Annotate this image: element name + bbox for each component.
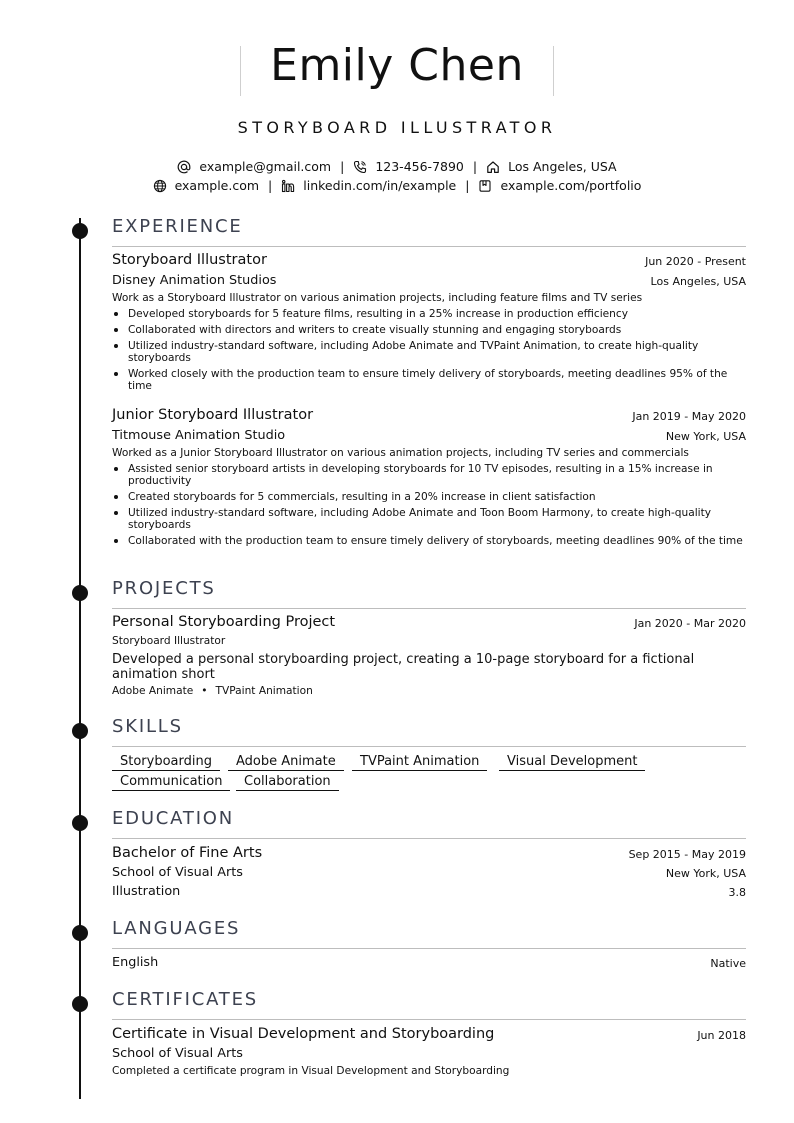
skill-tag: Collaboration: [236, 773, 339, 791]
timeline-dot-skills: [72, 723, 88, 739]
contact-row-primary: example@gmail.com | 123-456-7890 | Los Angeles, USA: [0, 159, 794, 174]
section-divider: [112, 246, 746, 247]
bullet-dot: [114, 344, 118, 348]
education-field: Illustration: [112, 884, 181, 899]
education-date: Sep 2015 - May 2019: [628, 848, 746, 861]
project-role: Storyboard Illustrator: [112, 635, 226, 647]
section-divider: [112, 1019, 746, 1020]
job-2-location: New York, USA: [665, 430, 746, 443]
timeline-line: [79, 218, 81, 1099]
timeline-dot-languages: [72, 925, 88, 941]
skill-tag: Storyboarding: [112, 753, 220, 771]
education-degree: Bachelor of Fine Arts: [112, 845, 263, 861]
job-1-bullet: Worked closely with the production team to ensure timely delivery of storyboards, meeting deadlines 95% of the time: [112, 368, 746, 392]
section-title-projects: PROJECTS: [112, 578, 216, 599]
section-divider: [112, 746, 746, 747]
contact-portfolio[interactable]: example.com/portfolio: [478, 178, 641, 193]
globe-icon: [153, 179, 167, 193]
home-icon: [486, 160, 500, 174]
language-name: English: [112, 955, 159, 970]
skills-section: [112, 716, 746, 789]
section-divider: [112, 948, 746, 949]
portfolio-icon: [478, 179, 492, 193]
section-divider: [112, 608, 746, 609]
education-gpa: 3.8: [728, 886, 746, 899]
job-2-bullet: Collaborated with the production team to ensure timely delivery of storyboards, meeting deadlines 90% of the time: [112, 535, 746, 547]
job-2-company: Titmouse Animation Studio: [112, 428, 286, 443]
languages-section: [112, 918, 746, 970]
skill-tag: Communication: [112, 773, 230, 791]
timeline-dot-certificates: [72, 996, 88, 1012]
contact-row-secondary: example.com | linkedin.com/in/example | example.com/portfolio: [0, 178, 794, 193]
section-divider: [112, 838, 746, 839]
linkedin-icon: [281, 179, 295, 193]
candidate-name: Emily Chen: [270, 40, 524, 91]
certificates-section: [112, 989, 746, 1077]
bullet-dot: [114, 372, 118, 376]
job-1-company: Disney Animation Studios: [112, 273, 277, 288]
candidate-role: STORYBOARD ILLUSTRATOR: [237, 118, 557, 137]
education-section: [112, 808, 746, 899]
certificate-issuer: School of Visual Arts: [112, 1046, 243, 1061]
bullet-dot: [114, 539, 118, 543]
project-date: Jan 2020 - Mar 2020: [634, 617, 746, 630]
job-2-date: Jan 2019 - May 2020: [632, 410, 746, 423]
job-1-bullet: Utilized industry-standard software, including Adobe Animate and TVPaint Animation, to create high-quality storyboards: [112, 340, 746, 364]
contact-location: Los Angeles, USA: [486, 159, 616, 174]
job-2-summary: Worked as a Junior Storyboard Illustrator on various animation projects, including TV series and commercials: [112, 447, 689, 459]
project-tool: Adobe Animate: [112, 685, 194, 697]
project-name: Personal Storyboarding Project: [112, 614, 336, 630]
contact-linkedin[interactable]: linkedin.com/in/example: [281, 178, 456, 193]
skill-tag: Adobe Animate: [228, 753, 344, 771]
education-location: New York, USA: [665, 867, 746, 880]
phone-icon: [353, 160, 367, 174]
job-1-position: Storyboard Illustrator: [112, 252, 267, 268]
section-title-skills: SKILLS: [112, 716, 183, 737]
skill-tag: TVPaint Animation: [352, 753, 487, 771]
bullet-dot: [114, 312, 118, 316]
project-tools: [112, 685, 746, 697]
language-level: Native: [710, 957, 746, 970]
experience-section: [112, 216, 746, 547]
section-title-education: EDUCATION: [112, 808, 235, 829]
section-title-certificates: CERTIFICATES: [112, 989, 258, 1010]
timeline-dot-education: [72, 815, 88, 831]
project-tool: TVPaint Animation: [215, 685, 313, 697]
contact-phone[interactable]: 123-456-7890: [353, 159, 464, 174]
project-description: Developed a personal storyboarding project, creating a 10-page storyboard for a fictional animation short: [112, 652, 695, 682]
timeline-dot-experience: [72, 223, 88, 239]
bullet-dot: [114, 467, 118, 471]
bullet-dot: [114, 511, 118, 515]
job-1-bullet: Developed storyboards for 5 feature films, resulting in a 25% increase in production efficiency: [112, 308, 746, 320]
job-1-date: Jun 2020 - Present: [645, 255, 746, 268]
projects-section: [112, 578, 746, 697]
job-1-bullet: Collaborated with directors and writers to create visually stunning and engaging storyboards: [112, 324, 746, 336]
section-title-languages: LANGUAGES: [112, 918, 241, 939]
job-1-location: Los Angeles, USA: [650, 275, 746, 288]
job-2-bullet: Utilized industry-standard software, including Adobe Animate and Toon Boom Harmony, to create high-quality storyboards: [112, 507, 746, 531]
job-2-bullet: Created storyboards for 5 commercials, resulting in a 20% increase in client satisfaction: [112, 491, 746, 503]
job-1-summary: Work as a Storyboard Illustrator on various animation projects, including feature films and TV series: [112, 292, 643, 304]
at-icon: [177, 160, 191, 174]
skill-tag: Visual Development: [499, 753, 645, 771]
section-title-experience: EXPERIENCE: [112, 216, 243, 237]
job-2-position: Junior Storyboard Illustrator: [112, 407, 314, 423]
bullet-dot: [114, 328, 118, 332]
timeline-dot-projects: [72, 585, 88, 601]
contact-website[interactable]: example.com: [153, 178, 259, 193]
certificate-name: Certificate in Visual Development and Storyboarding: [112, 1026, 495, 1042]
contact-email[interactable]: example@gmail.com: [177, 159, 331, 174]
tool-separator: •: [201, 685, 208, 697]
education-school: School of Visual Arts: [112, 865, 243, 880]
bullet-dot: [114, 495, 118, 499]
certificate-date: Jun 2018: [697, 1029, 746, 1042]
job-2-bullet: Assisted senior storyboard artists in developing storyboards for 10 TV episodes, resulting in a 15% increase in productivity: [112, 463, 746, 487]
certificate-description: Completed a certificate program in Visual Development and Storyboarding: [112, 1065, 510, 1077]
